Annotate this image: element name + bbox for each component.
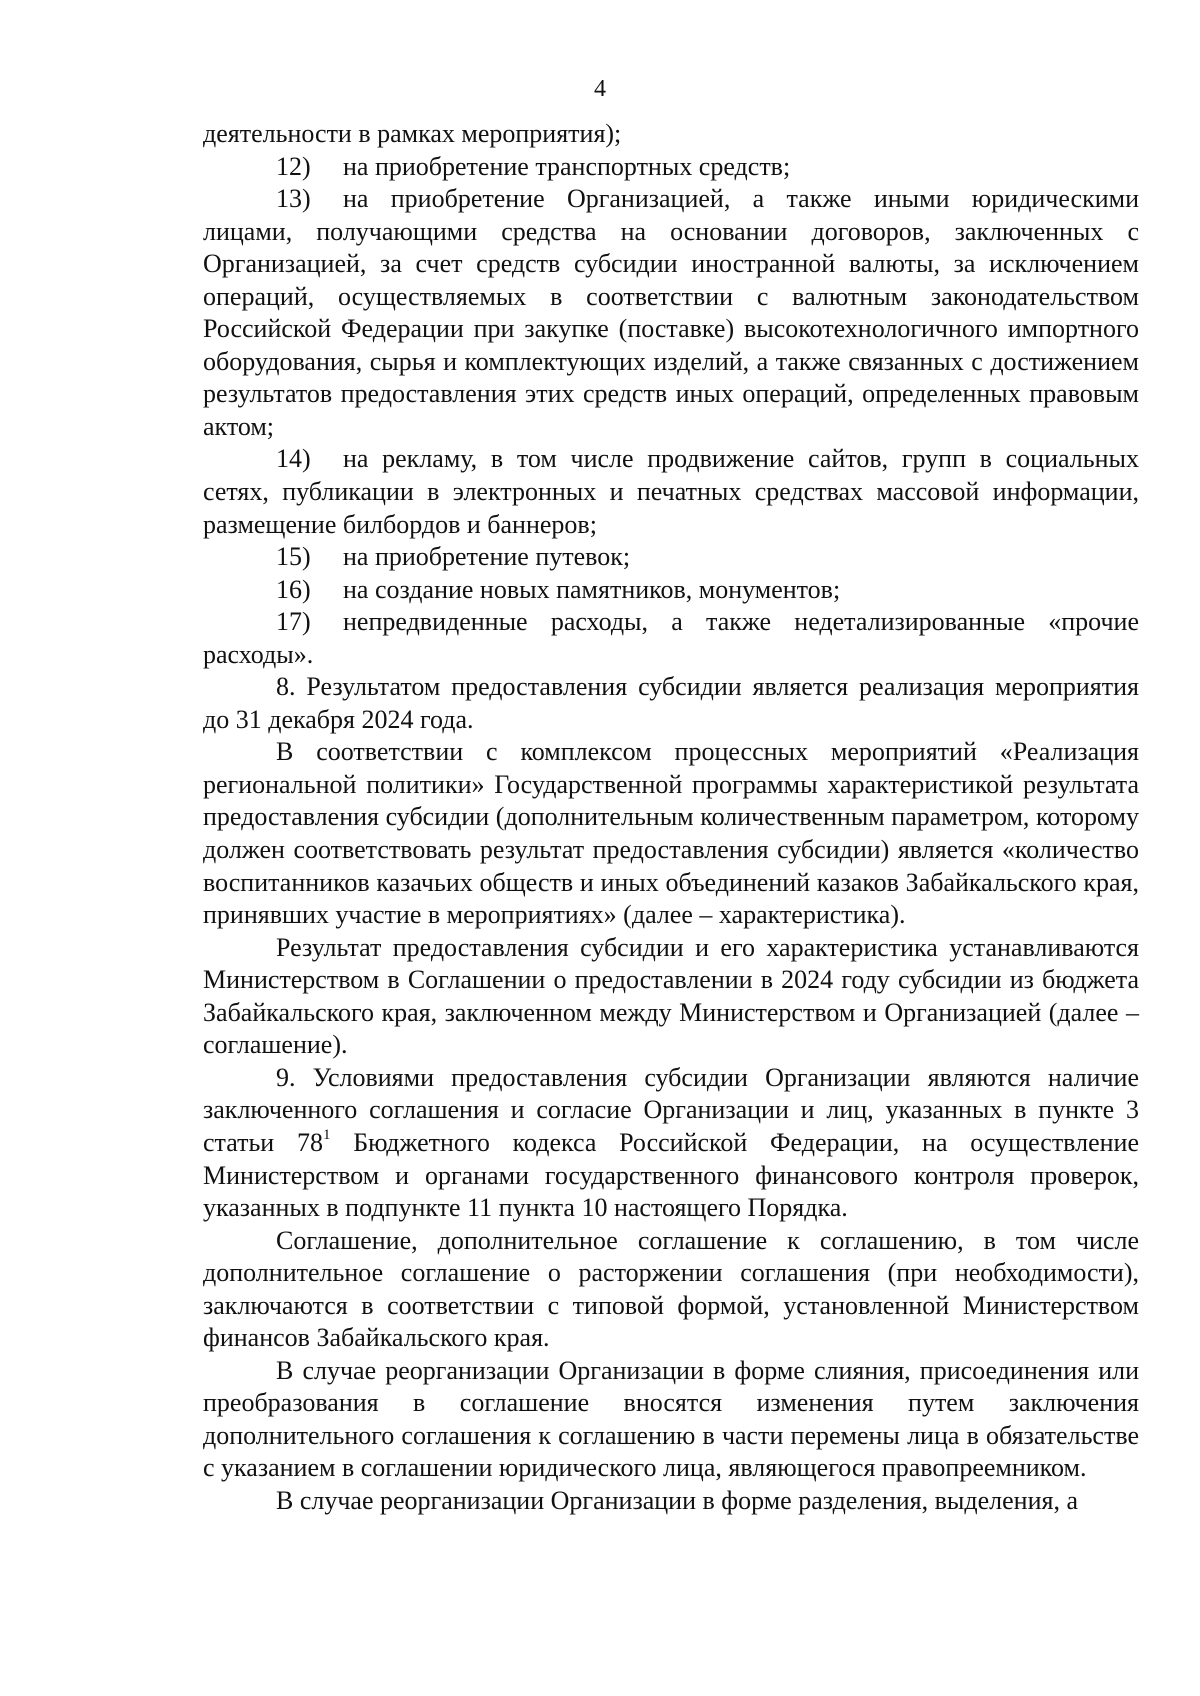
- paragraph-characteristic: В соответствии с комплексом процессных мероприятий «Реализация региональной политики» Государственной программы характеристикой результата предоставления субсидии (дополнительным количественным параметром, которому должен соответствовать результат предоставления субсидии) является «количество воспитанников казачьих обществ и иных объединений казаков Забайкальского края, принявших участие в мероприятиях» (далее – характеристика).: [203, 737, 1139, 930]
- list-item-text: на приобретение Организацией, а также иными юридическими: [343, 184, 1139, 214]
- list-item-text: непредвиденные расходы, а также недетализированные «прочие: [343, 607, 1139, 637]
- list-item-15: [203, 541, 1139, 574]
- list-item-13: [203, 183, 1139, 443]
- list-item-number: 16): [276, 574, 311, 604]
- list-item-text-continued: расходы».: [203, 639, 314, 669]
- list-item-16: [203, 574, 1139, 607]
- article-superscript: 1: [322, 1127, 331, 1144]
- list-item-14: [203, 443, 1139, 541]
- paragraph-reorganization-division: В случае реорганизации Организации в форме разделения, выделения, а: [276, 1485, 1078, 1515]
- list-item-number: 15): [276, 542, 311, 572]
- list-item-text-continued: сетях, публикации в электронных и печатных средствах массовой информации, размещение билбордов и баннеров;: [203, 477, 1139, 539]
- list-item-number: 17): [276, 607, 311, 637]
- paragraph-8: 8. Результатом предоставления субсидии является реализация мероприятия до 31 декабря 2024 года.: [203, 672, 1139, 734]
- intro-line: деятельности в рамках мероприятия);: [203, 119, 622, 148]
- paragraph-9-part-a: 9. Условиями предоставления субсидии Организации являются наличие заключенного соглашения и согласие Организации и лиц, указанных в пункте 3 статьи 78: [203, 1062, 1139, 1157]
- list-item-text: на создание новых памятников, монументов;: [343, 574, 841, 604]
- list-item-number: 13): [276, 184, 311, 214]
- paragraph-result: Результат предоставления субсидии и его характеристика устанавливаются Министерством в Соглашении о предоставлении в 2024 году субсидии из бюджета Забайкальского края, заключенном между Министерством и Организацией (далее – соглашение).: [203, 932, 1139, 1060]
- list-item-text-continued: лицами, получающими средства на основании договоров, заключенных с Организацией, за счет средств субсидии иностранной валюты, за исключением операций, осуществляемых в соответствии с валютным законодательством Российской Федерации при закупке (поставке) высокотехнологичного импортного оборудования, сырья и комплектующих изделий, а также связанных с достижением результатов предоставления этих средств иных операций, определенных правовым актом;: [203, 216, 1139, 441]
- list-item-number: 14): [276, 444, 311, 474]
- list-item-number: 12): [276, 151, 311, 181]
- list-item-text: на приобретение транспортных средств;: [343, 151, 791, 181]
- list-item-12: [203, 151, 1139, 184]
- paragraph-agreement: Соглашение, дополнительное соглашение к соглашению, в том числе дополнительное соглашение о расторжении соглашения (при необходимости), заключаются в соответствии с типовой формой, установленной Министерством финансов Забайкальского края.: [203, 1225, 1139, 1353]
- list-item-text: на рекламу, в том числе продвижение сайтов, групп в социальных: [343, 444, 1139, 474]
- page-number: 4: [594, 76, 606, 102]
- paragraph-9-part-b: Бюджетного кодекса Российской Федерации, на осуществление Министерством и органами государственного финансового контроля проверок, указанных в подпункте 11 пункта 10 настоящего Порядка.: [203, 1127, 1139, 1223]
- list-item-17: [203, 606, 1139, 671]
- document-body: [203, 118, 1139, 1518]
- list-item-text: на приобретение путевок;: [343, 542, 631, 572]
- paragraph-reorganization-merger: В случае реорганизации Организации в форме слияния, присоединения или преобразования в соглашение вносятся изменения путем заключения дополнительного соглашения к соглашению в части перемены лица в обязательстве с указанием в соглашении юридического лица, являющегося правопреемником.: [203, 1355, 1139, 1483]
- paragraph-9: [203, 1062, 1139, 1225]
